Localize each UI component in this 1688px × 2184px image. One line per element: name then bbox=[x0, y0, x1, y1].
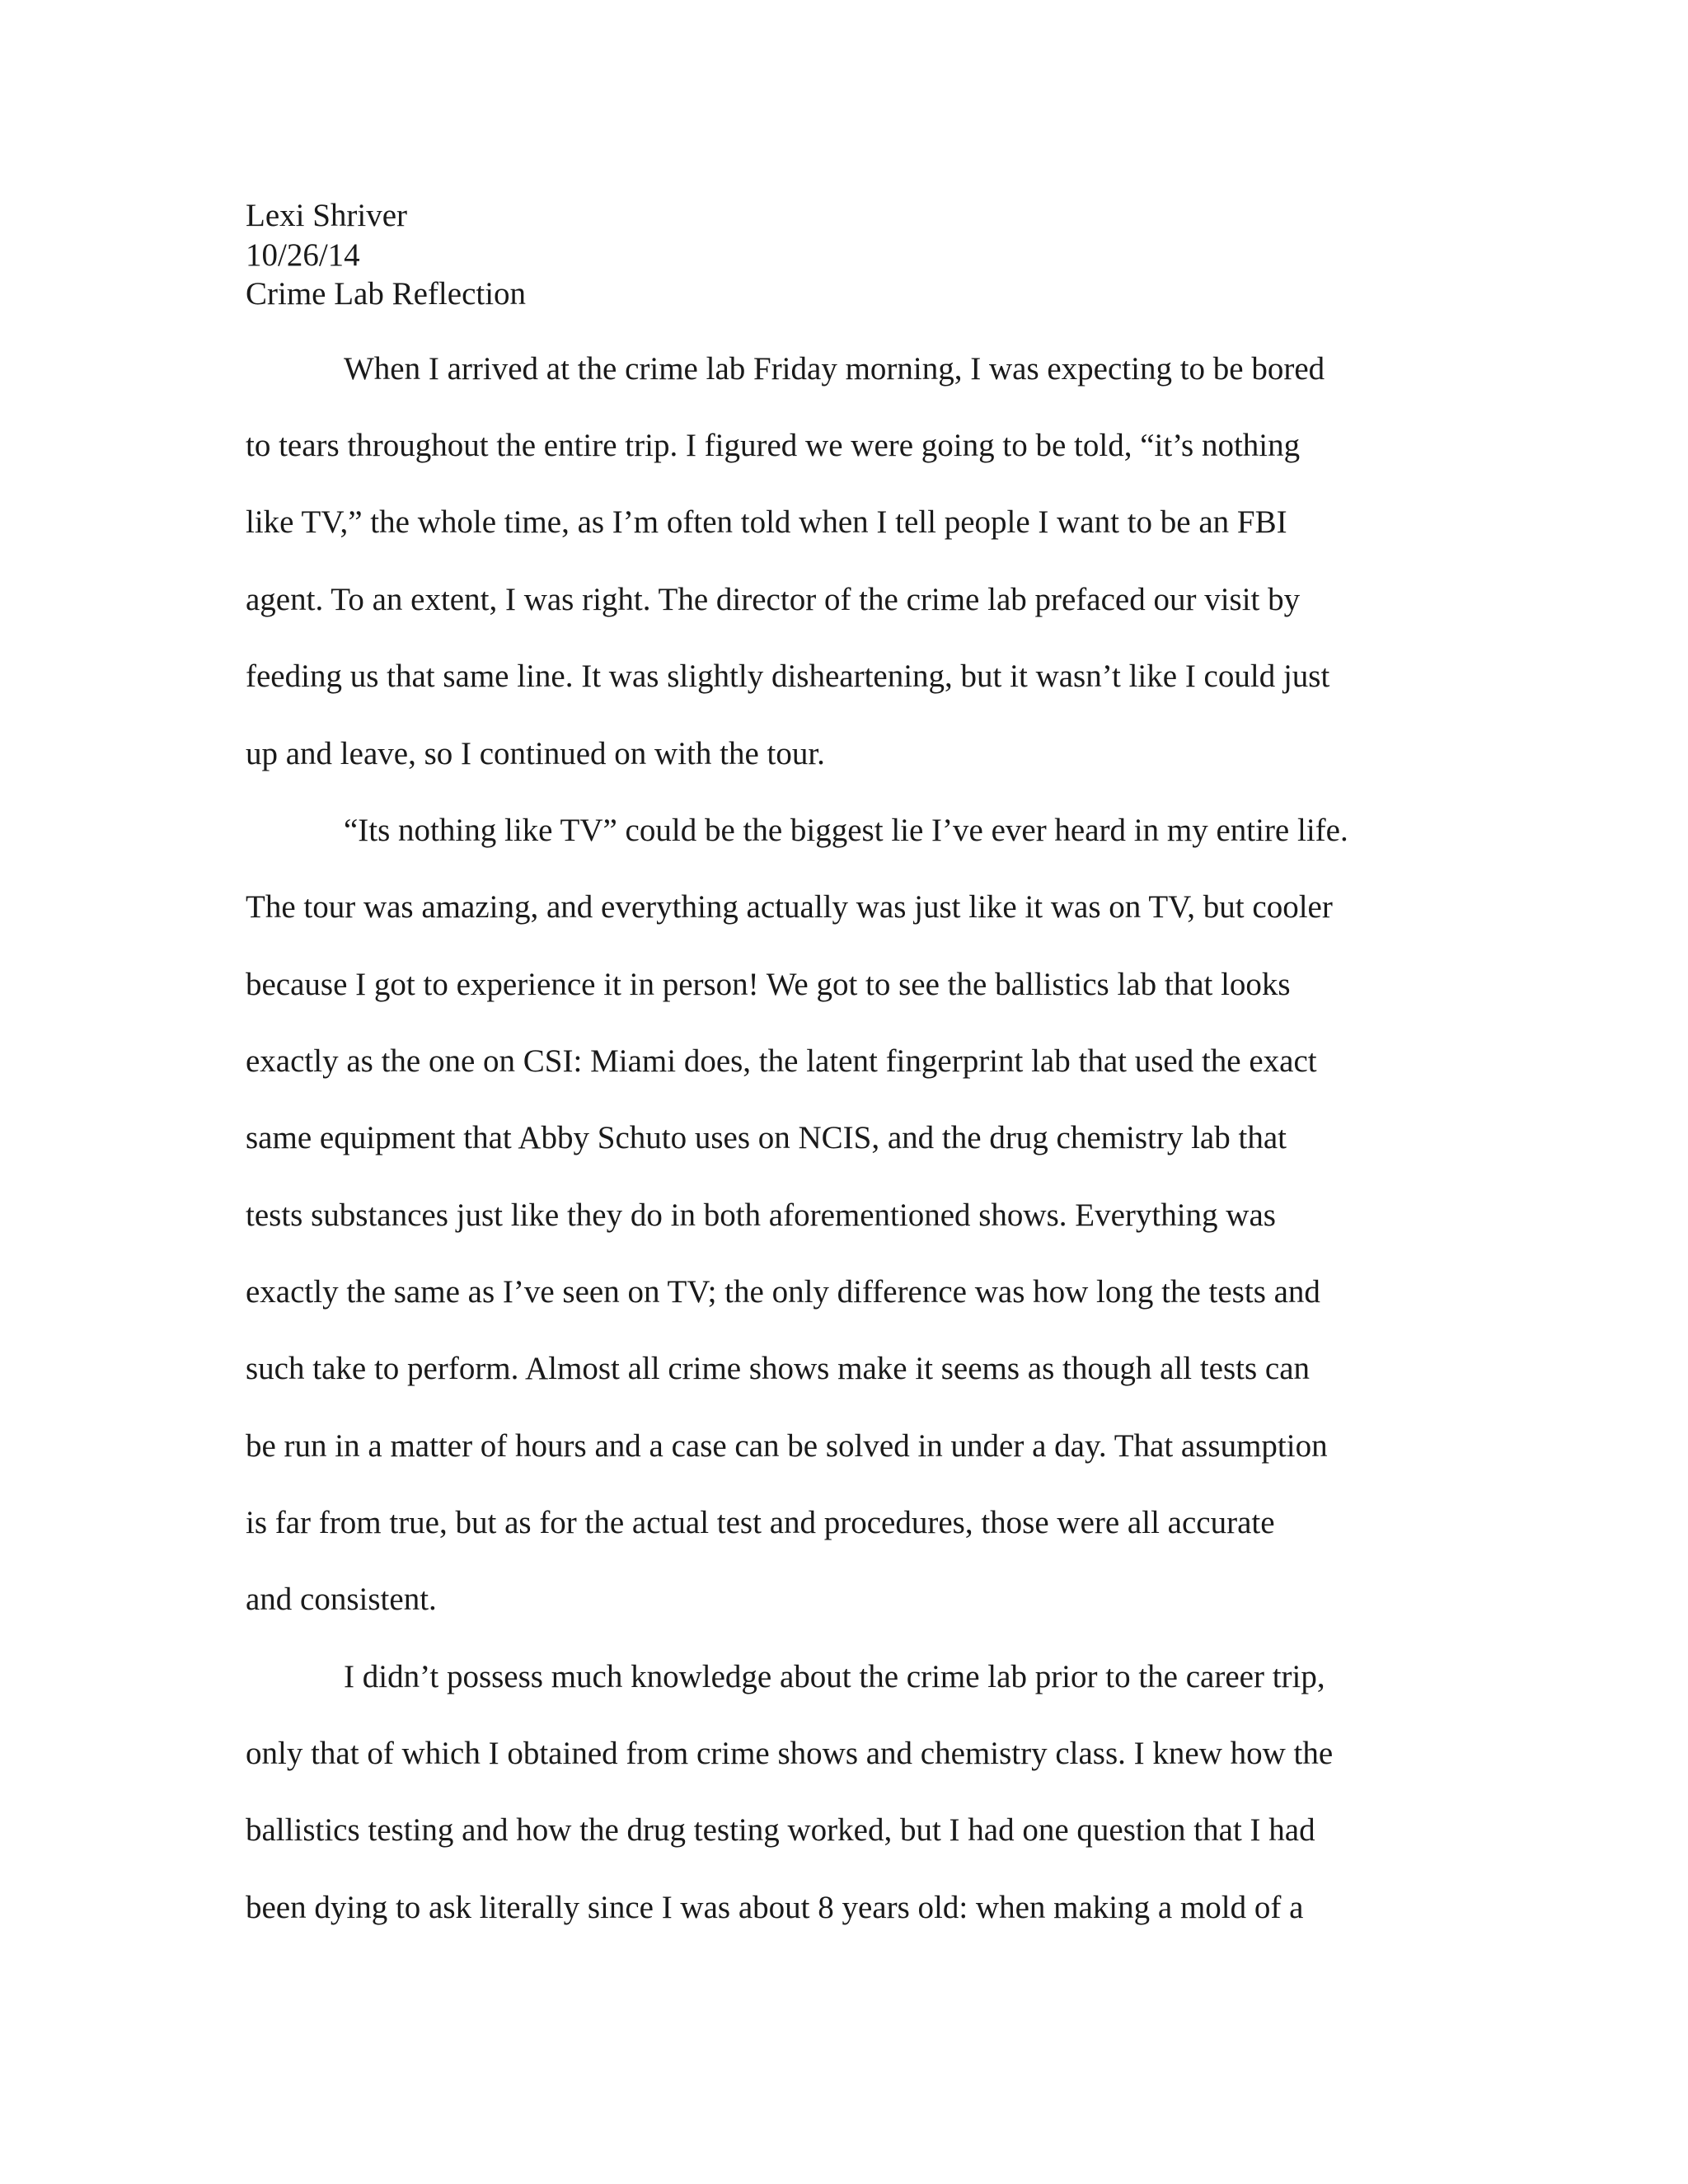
body-line: to tears throughout the entire trip. I figured we were going to be told, “it’s nothing bbox=[246, 428, 1301, 463]
body-line: been dying to ask literally since I was about 8 years old: when making a mold of a bbox=[246, 1890, 1304, 1925]
body-line: up and leave, so I continued on with the tour. bbox=[246, 736, 825, 771]
body-line: exactly the same as I’ve seen on TV; the only difference was how long the tests and bbox=[246, 1274, 1320, 1310]
body-line: such take to perform. Almost all crime shows make it seems as though all tests can bbox=[246, 1351, 1311, 1386]
body-line: exactly as the one on CSI: Miami does, the latent fingerprint lab that used the exact bbox=[246, 1043, 1317, 1079]
body-line: “Its nothing like TV” could be the biggest lie I’ve ever heard in my entire life. bbox=[344, 813, 1348, 848]
body-line: because I got to experience it in person! We got to see the ballistics lab that looks bbox=[246, 967, 1291, 1002]
body-line: tests substances just like they do in both aforementioned shows. Everything was bbox=[246, 1197, 1276, 1233]
body-line: be run in a matter of hours and a case can be solved in under a day. That assumption bbox=[246, 1428, 1328, 1464]
body-line: is far from true, but as for the actual test and procedures, those were all accurate bbox=[246, 1505, 1275, 1540]
body-line: agent. To an extent, I was right. The director of the crime lab prefaced our visit by bbox=[246, 582, 1301, 617]
document-title: Crime Lab Reflection bbox=[246, 276, 527, 312]
body-line: The tour was amazing, and everything actually was just like it was on TV, but cooler bbox=[246, 889, 1333, 925]
document-date: 10/26/14 bbox=[246, 237, 360, 273]
body-line: like TV,” the whole time, as I’m often told when I tell people I want to be an FBI bbox=[246, 504, 1287, 540]
author-name: Lexi Shriver bbox=[246, 198, 408, 233]
body-line: and consistent. bbox=[246, 1582, 437, 1617]
body-line: When I arrived at the crime lab Friday morning, I was expecting to be bored bbox=[344, 351, 1325, 387]
body-line: I didn’t possess much knowledge about the crime lab prior to the career trip, bbox=[344, 1659, 1325, 1694]
body-line: ballistics testing and how the drug testing worked, but I had one question that I had bbox=[246, 1812, 1315, 1848]
body-line: same equipment that Abby Schuto uses on NCIS, and the drug chemistry lab that bbox=[246, 1120, 1287, 1155]
document-header bbox=[246, 196, 526, 314]
body-line: only that of which I obtained from crime shows and chemistry class. I knew how the bbox=[246, 1736, 1334, 1771]
body-line: feeding us that same line. It was slightly disheartening, but it wasn’t like I could just bbox=[246, 658, 1330, 694]
